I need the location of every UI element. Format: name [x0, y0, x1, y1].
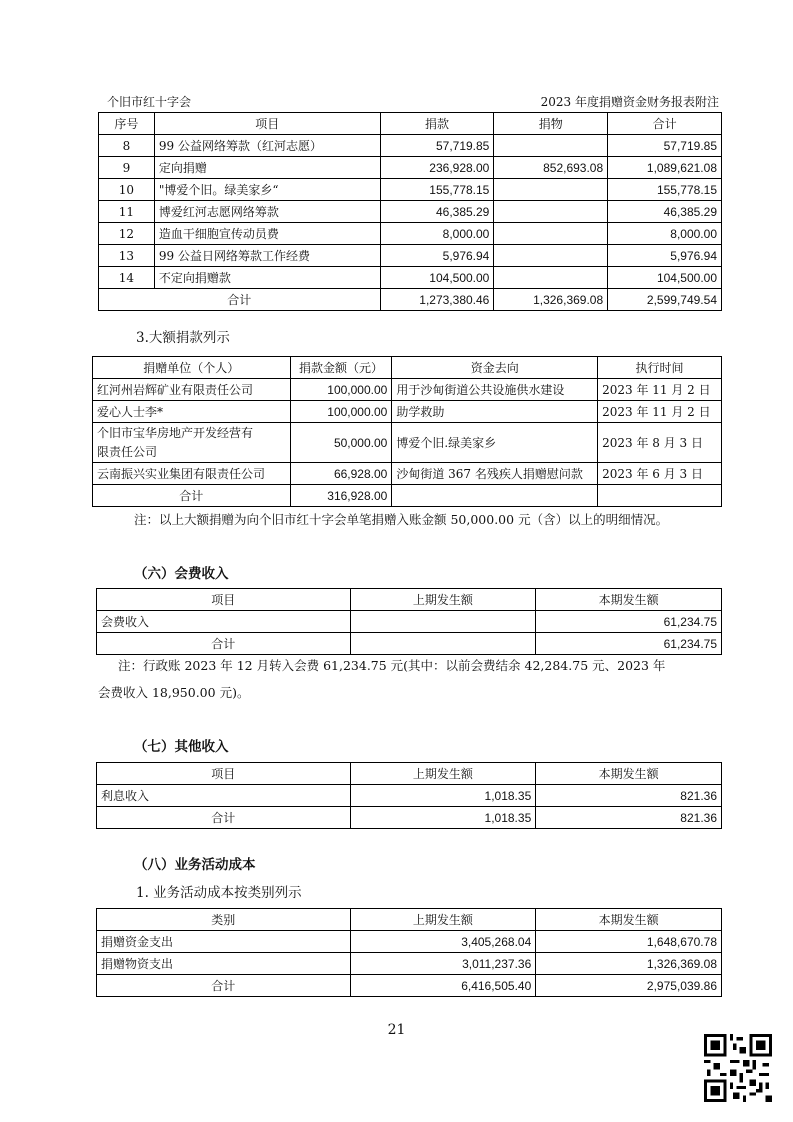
table-cell: 46,385.29 — [608, 201, 722, 223]
table-total-row — [97, 633, 722, 655]
col-header: 上期发生额 — [350, 589, 536, 611]
table-cell: 合计 — [99, 289, 381, 311]
table-cell: 14 — [99, 267, 155, 289]
col-header: 项目 — [97, 589, 351, 611]
table-cell: 821.36 — [536, 785, 722, 807]
table-cell: 5,976.94 — [608, 245, 722, 267]
table-row — [93, 401, 722, 423]
note-text: 注：以上大额捐赠为向个旧市红十字会单笔捐赠入账金额 50,000.00 元（含）以上的明细情况。 — [134, 512, 669, 527]
table-row — [93, 423, 722, 463]
table-cell — [494, 223, 608, 245]
page-number: 21 — [387, 1022, 406, 1038]
table-cell — [494, 245, 608, 267]
note-text: 注：行政账 2023 年 12 月转入会费 61,234.75 元(其中：以前会费结余 42,284.75 元、2023 年 — [118, 658, 666, 673]
table-cell: 8 — [99, 135, 155, 157]
activity-cost-table — [96, 908, 722, 997]
table-row — [99, 245, 722, 267]
table-cell: 2023 年 8 月 3 日 — [598, 423, 722, 463]
table-row — [97, 785, 722, 807]
table-cell: 10 — [99, 179, 155, 201]
table-cell: 1,273,380.46 — [380, 289, 494, 311]
section-title-text: （八）业务活动成本 — [134, 857, 256, 873]
col-header: 捐款金额（元） — [290, 357, 392, 379]
table-cell: 6,416,505.40 — [350, 975, 536, 997]
table-cell: 2023 年 11 月 2 日 — [598, 379, 722, 401]
section-title — [134, 562, 229, 582]
table-header-row — [93, 357, 722, 379]
col-header: 合计 — [608, 113, 722, 135]
table-row — [99, 223, 722, 245]
table-cell: 合计 — [97, 975, 351, 997]
table-cell — [93, 423, 291, 463]
table-cell — [494, 179, 608, 201]
table-cell: 合计 — [97, 633, 351, 655]
header-org: 个旧市红十字会 — [107, 95, 192, 109]
note-text: 会费收入 18,950.00 元)。 — [98, 685, 250, 700]
table-cell — [494, 201, 608, 223]
table-cell: 合计 — [93, 485, 291, 507]
col-header: 执行时间 — [598, 357, 722, 379]
table-cell: 99 公益网络筹款（红河志愿） — [154, 135, 380, 157]
table-cell: 66,928.00 — [290, 463, 392, 485]
table-cell: 100,000.00 — [290, 379, 392, 401]
table-cell: 3,405,268.04 — [350, 931, 536, 953]
table-cell — [350, 633, 536, 655]
qr-code-icon — [704, 1034, 772, 1102]
header-report-title: 2023 年度捐赠资金财务报表附注 — [540, 95, 719, 109]
table-cell: 2,975,039.86 — [536, 975, 722, 997]
col-header: 项目 — [97, 763, 351, 785]
col-header: 捐物 — [494, 113, 608, 135]
table-cell: 定向捐赠 — [154, 157, 380, 179]
table-cell: 助学救助 — [392, 401, 598, 423]
large-donations-table — [92, 356, 722, 507]
table-cell: 合计 — [97, 807, 351, 829]
table-row — [93, 379, 722, 401]
table-cell: 155,778.15 — [380, 179, 494, 201]
table-cell: 1,648,670.78 — [536, 931, 722, 953]
table-row — [93, 463, 722, 485]
table-cell: 云南振兴实业集团有限责任公司 — [93, 463, 291, 485]
section-title — [134, 735, 229, 755]
table-cell: 沙甸街道 367 名残疾人捐赠慰问款 — [392, 463, 598, 485]
table-cell: 利息收入 — [97, 785, 351, 807]
table-cell: 57,719.85 — [608, 135, 722, 157]
table-cell: 爱心人士李* — [93, 401, 291, 423]
table-cell: 2,599,749.54 — [608, 289, 722, 311]
col-header: 上期发生额 — [350, 909, 536, 931]
table-cell — [494, 267, 608, 289]
table-header-row — [97, 763, 722, 785]
table-row — [97, 611, 722, 633]
table-cell: 9 — [99, 157, 155, 179]
section-title-text: （七）其他收入 — [134, 739, 229, 755]
table-total-row — [99, 289, 722, 311]
table-row — [97, 953, 722, 975]
donor-name-line: 个旧市宝华房地产开发经营有 — [97, 425, 254, 440]
table-cell: 红河州岩辉矿业有限责任公司 — [93, 379, 291, 401]
col-header: 本期发生额 — [536, 909, 722, 931]
col-header: 本期发生额 — [536, 763, 722, 785]
col-header: 本期发生额 — [536, 589, 722, 611]
col-header: 捐款 — [380, 113, 494, 135]
table-cell: 5,976.94 — [380, 245, 494, 267]
table-cell: 13 — [99, 245, 155, 267]
col-header: 捐赠单位（个人） — [93, 357, 291, 379]
section-title-text: （六）会费收入 — [134, 566, 229, 582]
table-row — [99, 157, 722, 179]
table-cell: 61,234.75 — [536, 633, 722, 655]
col-header: 资金去向 — [392, 357, 598, 379]
table-cell: 11 — [99, 201, 155, 223]
table-cell — [392, 485, 598, 507]
table-cell: 104,500.00 — [608, 267, 722, 289]
table-cell: 1,018.35 — [350, 785, 536, 807]
table-header-row — [97, 909, 722, 931]
table-total-row — [93, 485, 722, 507]
table-row — [99, 267, 722, 289]
table-cell: 1,326,369.08 — [494, 289, 608, 311]
subsection-title: 1. 业务活动成本按类别列示 — [136, 885, 302, 901]
col-header: 序号 — [99, 113, 155, 135]
section-title — [134, 853, 256, 873]
col-header: 项目 — [154, 113, 380, 135]
table-cell: 104,500.00 — [380, 267, 494, 289]
table-cell: 捐赠资金支出 — [97, 931, 351, 953]
table-cell: 2023 年 6 月 3 日 — [598, 463, 722, 485]
table-cell: 3,011,237.36 — [350, 953, 536, 975]
table-cell: 99 公益日网络筹款工作经费 — [154, 245, 380, 267]
other-income-table — [96, 762, 722, 829]
table-total-row — [97, 975, 722, 997]
page-header — [107, 92, 719, 113]
table-cell: 8,000.00 — [608, 223, 722, 245]
table-cell: 不定向捐赠款 — [154, 267, 380, 289]
table-cell: 57,719.85 — [380, 135, 494, 157]
table-row — [97, 931, 722, 953]
table-cell: 1,018.35 — [350, 807, 536, 829]
table-row — [99, 179, 722, 201]
table-total-row — [97, 807, 722, 829]
donation-income-table — [98, 112, 722, 311]
table-header-row — [99, 113, 722, 135]
table-cell: 捐赠物资支出 — [97, 953, 351, 975]
table-cell: 会费收入 — [97, 611, 351, 633]
donor-name-line: 限责任公司 — [97, 444, 158, 459]
table-cell: 博爱红河志愿网络筹款 — [154, 201, 380, 223]
table-cell: 1,089,621.08 — [608, 157, 722, 179]
table-header-row — [97, 589, 722, 611]
table-cell: 821.36 — [536, 807, 722, 829]
col-header: 类别 — [97, 909, 351, 931]
table-cell: "博爱个旧。绿美家乡“ — [154, 179, 380, 201]
table-cell: 50,000.00 — [290, 423, 392, 463]
section-title: 3.大额捐款列示 — [136, 330, 230, 346]
table-cell: 236,928.00 — [380, 157, 494, 179]
table-row — [99, 135, 722, 157]
table-cell: 61,234.75 — [536, 611, 722, 633]
table-cell: 316,928.00 — [290, 485, 392, 507]
table-cell: 8,000.00 — [380, 223, 494, 245]
table-cell — [598, 485, 722, 507]
table-cell: 852,693.08 — [494, 157, 608, 179]
table-cell — [350, 611, 536, 633]
table-cell: 46,385.29 — [380, 201, 494, 223]
table-cell: 1,326,369.08 — [536, 953, 722, 975]
col-header: 上期发生额 — [350, 763, 536, 785]
table-cell: 100,000.00 — [290, 401, 392, 423]
table-cell: 博爱个旧.绿美家乡 — [392, 423, 598, 463]
table-row — [99, 201, 722, 223]
table-cell: 155,778.15 — [608, 179, 722, 201]
table-cell: 造血干细胞宣传动员费 — [154, 223, 380, 245]
table-cell: 用于沙甸街道公共设施供水建设 — [392, 379, 598, 401]
table-cell — [494, 135, 608, 157]
table-cell: 12 — [99, 223, 155, 245]
table-cell: 2023 年 11 月 2 日 — [598, 401, 722, 423]
membership-fee-table — [96, 588, 722, 655]
